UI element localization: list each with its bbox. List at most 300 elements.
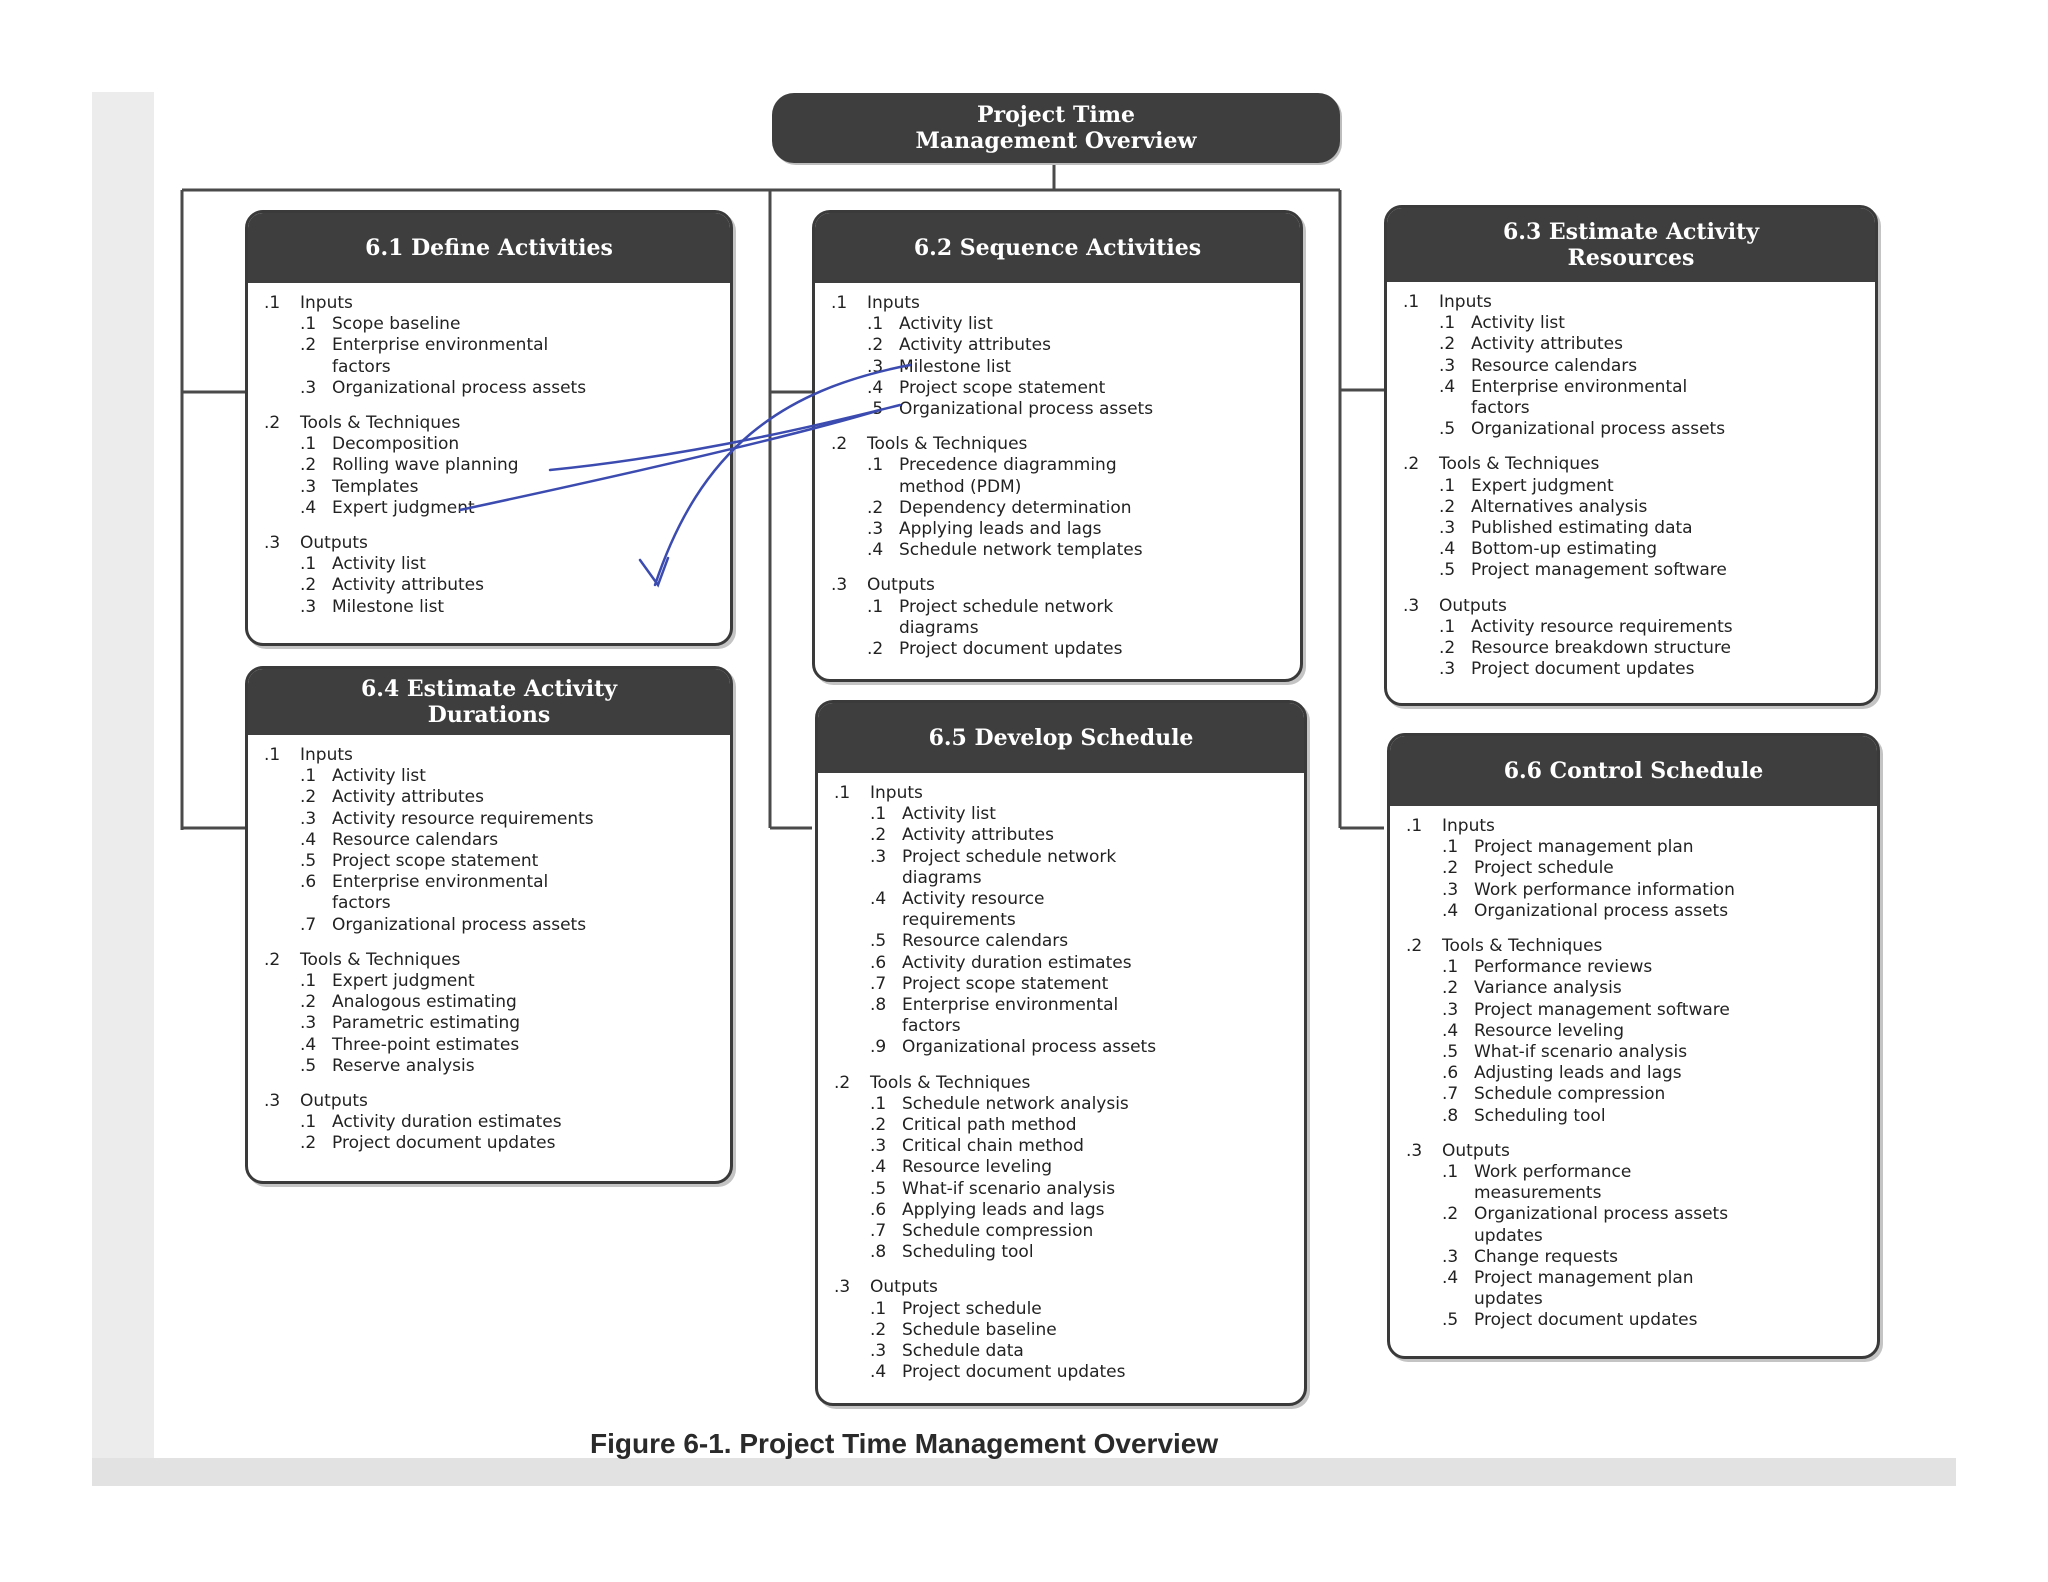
item-text: Enterprise environmental xyxy=(1471,376,1688,397)
list-item xyxy=(264,1035,718,1056)
group-heading xyxy=(264,293,718,314)
group-tools-techniques xyxy=(264,950,718,1077)
group-heading xyxy=(1406,816,1865,837)
list-item xyxy=(1474,1183,1865,1204)
group-outputs xyxy=(264,1091,718,1155)
item-text: Enterprise environmental xyxy=(332,335,549,356)
item-number: .3 xyxy=(300,377,317,398)
item-number: .4 xyxy=(870,889,887,910)
group-heading xyxy=(834,1277,1292,1298)
item-number: .9 xyxy=(870,1037,887,1058)
item-number: .5 xyxy=(867,399,884,420)
group-title: Inputs xyxy=(1442,816,1495,836)
item-number: .1 xyxy=(300,314,317,335)
group-number: .3 xyxy=(1406,1140,1423,1161)
list-item xyxy=(834,953,1292,974)
group-title: Tools & Techniques xyxy=(1442,936,1603,957)
group-number: .1 xyxy=(1403,292,1420,312)
item-text: Project schedule network xyxy=(899,596,1114,617)
group-number: .3 xyxy=(834,1277,851,1298)
group-title: Inputs xyxy=(300,745,353,765)
item-number: .5 xyxy=(870,1178,887,1199)
item-text: method (PDM) xyxy=(899,476,1022,497)
group-heading xyxy=(834,783,1292,804)
list-item xyxy=(831,455,1288,476)
item-text: Activity attributes xyxy=(899,335,1051,356)
list-item xyxy=(834,1362,1292,1383)
item-number: .1 xyxy=(1442,1162,1459,1183)
item-number: .3 xyxy=(1442,999,1459,1020)
item-text: Resource leveling xyxy=(902,1157,1053,1178)
group-title: Outputs xyxy=(300,1091,368,1112)
group-title: Inputs xyxy=(870,783,923,803)
list-item xyxy=(264,455,718,476)
list-item xyxy=(834,1341,1292,1362)
list-item xyxy=(1403,518,1863,539)
item-text: Change requests xyxy=(1474,1246,1618,1267)
item-text: Resource calendars xyxy=(332,829,499,850)
item-text: Project management software xyxy=(1471,560,1727,581)
item-number: .2 xyxy=(300,575,317,596)
item-number: .2 xyxy=(870,1319,887,1340)
list-item xyxy=(902,910,1292,931)
list-item xyxy=(1406,1106,1865,1127)
list-item xyxy=(264,554,718,575)
group-heading xyxy=(831,575,1288,596)
list-item xyxy=(264,915,718,936)
item-text: Adjusting leads and lags xyxy=(1474,1063,1682,1084)
list-item xyxy=(899,477,1288,498)
group-inputs xyxy=(831,293,1288,420)
list-item xyxy=(831,519,1288,540)
item-text: Expert judgment xyxy=(1471,475,1614,496)
process-body xyxy=(1390,806,1877,1340)
group-heading xyxy=(1403,454,1863,475)
item-number: .4 xyxy=(300,1034,317,1055)
item-number: .2 xyxy=(867,497,884,518)
list-item xyxy=(264,872,718,893)
item-text: Activity attributes xyxy=(1471,334,1623,355)
item-number: .2 xyxy=(1442,858,1459,879)
item-text: Applying leads and lags xyxy=(902,1199,1105,1220)
list-item xyxy=(264,434,718,455)
list-item xyxy=(831,597,1288,618)
item-number: .8 xyxy=(1442,1105,1459,1126)
item-number: .4 xyxy=(867,540,884,561)
item-text: updates xyxy=(1474,1225,1543,1246)
list-item xyxy=(264,766,718,787)
item-number: .3 xyxy=(1442,879,1459,900)
item-text: Applying leads and lags xyxy=(899,519,1102,540)
group-title: Inputs xyxy=(300,293,353,313)
list-item xyxy=(1403,419,1863,440)
process-box-6-3 xyxy=(1384,205,1878,706)
item-number: .3 xyxy=(300,476,317,497)
list-item xyxy=(1406,957,1865,978)
process-header: 6.3 Estimate Activity Resources xyxy=(1387,208,1875,282)
item-text: Project scope statement xyxy=(902,973,1109,994)
list-item xyxy=(1406,1021,1865,1042)
item-number: .4 xyxy=(300,497,317,518)
item-number: .8 xyxy=(870,995,887,1016)
group-number: .2 xyxy=(1403,454,1420,475)
list-item xyxy=(1406,901,1865,922)
list-item xyxy=(834,1179,1292,1200)
item-text: Reserve analysis xyxy=(332,1055,475,1076)
item-number: .2 xyxy=(1442,978,1459,999)
item-text: requirements xyxy=(902,910,1016,931)
item-text: Activity duration estimates xyxy=(332,1112,562,1133)
item-text: Project scope statement xyxy=(899,377,1106,398)
item-text: Dependency determination xyxy=(899,497,1132,518)
item-number: .3 xyxy=(300,808,317,829)
list-item xyxy=(264,830,718,851)
group-tools-techniques xyxy=(1406,936,1865,1127)
item-text: Bottom-up estimating xyxy=(1471,539,1658,560)
item-text: What-if scenario analysis xyxy=(1474,1042,1688,1063)
item-number: .2 xyxy=(300,1133,317,1154)
list-item xyxy=(1403,334,1863,355)
item-number: .1 xyxy=(1439,313,1456,334)
list-item xyxy=(834,889,1292,910)
item-number: .7 xyxy=(870,1221,887,1242)
list-item xyxy=(1474,1226,1865,1247)
item-text: Project schedule xyxy=(902,1298,1042,1319)
item-text: Activity attributes xyxy=(332,575,484,596)
item-text: Scheduling tool xyxy=(1474,1105,1606,1126)
item-text: Templates xyxy=(332,476,419,497)
group-tools-techniques xyxy=(1403,454,1863,581)
list-item xyxy=(831,540,1288,561)
item-number: .2 xyxy=(300,455,317,476)
item-text: Work performance xyxy=(1474,1162,1632,1183)
item-number: .2 xyxy=(300,992,317,1013)
item-text: Project document updates xyxy=(1471,659,1695,680)
list-item xyxy=(834,825,1292,846)
list-item xyxy=(264,1056,718,1077)
item-text: Project document updates xyxy=(902,1362,1126,1383)
list-item xyxy=(834,1094,1292,1115)
item-text: Three-point estimates xyxy=(332,1034,520,1055)
item-number: .3 xyxy=(300,1013,317,1034)
item-number: .3 xyxy=(870,1136,887,1157)
list-item xyxy=(1406,1162,1865,1183)
item-number: .4 xyxy=(300,829,317,850)
process-body xyxy=(248,283,730,626)
item-number: .6 xyxy=(300,872,317,893)
group-inputs xyxy=(834,783,1292,1059)
item-text: Schedule baseline xyxy=(902,1319,1057,1340)
item-text: factors xyxy=(332,893,391,914)
group-number: .2 xyxy=(831,434,848,455)
list-item xyxy=(834,1115,1292,1136)
item-text: Activity resource xyxy=(902,889,1045,910)
item-number: .4 xyxy=(870,1157,887,1178)
group-heading xyxy=(264,533,718,554)
group-number: .2 xyxy=(264,413,281,434)
group-title: Outputs xyxy=(870,1277,938,1298)
group-number: .3 xyxy=(264,1091,281,1112)
item-text: Decomposition xyxy=(332,434,460,455)
item-number: .4 xyxy=(1439,539,1456,560)
list-item xyxy=(1406,1204,1865,1225)
group-number: .2 xyxy=(834,1072,851,1093)
group-tools-techniques xyxy=(834,1073,1292,1264)
item-number: .2 xyxy=(300,787,317,808)
group-title: Tools & Techniques xyxy=(870,1072,1031,1093)
list-item xyxy=(1403,638,1863,659)
diagram-title: Project Time Management Overview xyxy=(772,93,1340,163)
list-item xyxy=(834,1221,1292,1242)
item-number: .4 xyxy=(870,1362,887,1383)
process-box-6-2 xyxy=(812,210,1303,682)
list-item xyxy=(264,335,718,356)
item-text: Critical path method xyxy=(902,1115,1077,1136)
list-item xyxy=(834,1200,1292,1221)
item-text: Project management plan xyxy=(1474,1268,1694,1289)
item-text: Milestone list xyxy=(899,356,1012,377)
group-number: .1 xyxy=(831,293,848,313)
list-item xyxy=(1406,978,1865,999)
group-heading xyxy=(831,293,1288,314)
list-item xyxy=(831,314,1288,335)
item-number: .4 xyxy=(1442,1268,1459,1289)
group-heading xyxy=(264,950,718,971)
item-number: .7 xyxy=(870,973,887,994)
group-inputs xyxy=(264,745,718,936)
group-number: .3 xyxy=(831,575,848,596)
item-text: Activity list xyxy=(1471,313,1565,334)
item-text: Precedence diagramming xyxy=(899,455,1117,476)
item-number: .1 xyxy=(300,766,317,787)
list-item xyxy=(834,1157,1292,1178)
item-number: .5 xyxy=(1439,419,1456,440)
list-item xyxy=(1403,377,1863,398)
list-item xyxy=(902,868,1292,889)
list-item xyxy=(834,995,1292,1016)
item-number: .3 xyxy=(870,846,887,867)
list-item xyxy=(902,1016,1292,1037)
list-item xyxy=(1406,858,1865,879)
group-heading xyxy=(834,1073,1292,1094)
list-item xyxy=(264,1013,718,1034)
item-text: Published estimating data xyxy=(1471,518,1693,539)
list-item xyxy=(1403,497,1863,518)
process-box-6-4 xyxy=(245,666,733,1184)
item-number: .8 xyxy=(870,1242,887,1263)
item-text: Project schedule network xyxy=(902,846,1117,867)
list-item xyxy=(1406,837,1865,858)
item-number: .7 xyxy=(1442,1084,1459,1105)
group-title: Tools & Techniques xyxy=(300,949,461,970)
item-text: Project schedule xyxy=(1474,858,1614,879)
process-box-6-1 xyxy=(245,210,733,646)
item-text: diagrams xyxy=(899,617,979,638)
item-number: .2 xyxy=(1442,1204,1459,1225)
item-text: Project document updates xyxy=(1474,1310,1698,1331)
item-text: Schedule network analysis xyxy=(902,1093,1129,1114)
group-title: Inputs xyxy=(1439,292,1492,312)
item-text: Analogous estimating xyxy=(332,992,517,1013)
item-number: .3 xyxy=(1439,518,1456,539)
item-number: .2 xyxy=(1439,334,1456,355)
list-item xyxy=(831,335,1288,356)
item-number: .6 xyxy=(1442,1063,1459,1084)
item-text: Schedule data xyxy=(902,1341,1024,1362)
process-box-6-5 xyxy=(815,700,1307,1406)
group-number: .1 xyxy=(834,783,851,803)
item-text: Critical chain method xyxy=(902,1136,1084,1157)
item-number: .5 xyxy=(1442,1042,1459,1063)
item-text: Scheduling tool xyxy=(902,1242,1034,1263)
list-item xyxy=(264,1112,718,1133)
item-text: Enterprise environmental xyxy=(332,872,549,893)
process-box-6-6 xyxy=(1387,733,1880,1359)
item-number: .2 xyxy=(867,639,884,660)
item-number: .3 xyxy=(1442,1246,1459,1267)
item-text: Resource calendars xyxy=(902,931,1069,952)
group-heading xyxy=(264,1091,718,1112)
process-body xyxy=(818,773,1304,1391)
item-text: Project management plan xyxy=(1474,837,1694,858)
item-text: factors xyxy=(332,356,391,377)
group-title: Outputs xyxy=(1439,595,1507,616)
list-item xyxy=(834,1320,1292,1341)
group-outputs xyxy=(264,533,718,618)
list-item xyxy=(1406,1000,1865,1021)
item-text: Activity resource requirements xyxy=(1471,616,1733,637)
list-item xyxy=(834,1242,1292,1263)
item-text: measurements xyxy=(1474,1183,1602,1204)
item-number: .6 xyxy=(870,1199,887,1220)
group-title: Outputs xyxy=(867,575,935,596)
item-number: .3 xyxy=(870,1341,887,1362)
item-number: .5 xyxy=(300,1055,317,1076)
list-item xyxy=(831,357,1288,378)
item-number: .3 xyxy=(867,519,884,540)
list-item xyxy=(1406,1084,1865,1105)
list-item xyxy=(264,378,718,399)
item-text: Activity duration estimates xyxy=(902,952,1132,973)
item-text: Expert judgment xyxy=(332,497,475,518)
list-item xyxy=(264,1133,718,1154)
group-heading xyxy=(1403,292,1863,313)
item-text: Rolling wave planning xyxy=(332,455,519,476)
group-heading xyxy=(1406,1141,1865,1162)
item-number: .1 xyxy=(300,971,317,992)
list-item xyxy=(1403,356,1863,377)
group-number: .1 xyxy=(1406,816,1423,836)
item-text: Project document updates xyxy=(899,639,1123,660)
item-text: Project document updates xyxy=(332,1133,556,1154)
list-item xyxy=(1403,617,1863,638)
list-item xyxy=(264,971,718,992)
list-item xyxy=(1403,313,1863,334)
item-text: Activity attributes xyxy=(332,787,484,808)
group-heading xyxy=(264,745,718,766)
item-text: Organizational process assets xyxy=(1471,419,1726,440)
item-text: Performance reviews xyxy=(1474,957,1653,978)
process-header: 6.1 Define Activities xyxy=(248,213,730,283)
group-heading xyxy=(1403,596,1863,617)
item-text: Resource breakdown structure xyxy=(1471,638,1731,659)
item-number: .5 xyxy=(300,851,317,872)
list-item xyxy=(834,804,1292,825)
group-title: Tools & Techniques xyxy=(867,434,1028,455)
list-item xyxy=(834,1299,1292,1320)
item-text: updates xyxy=(1474,1289,1543,1310)
list-item xyxy=(1406,1247,1865,1268)
item-text: Activity list xyxy=(332,766,426,787)
list-item xyxy=(264,498,718,519)
list-item xyxy=(264,575,718,596)
list-item xyxy=(1406,1042,1865,1063)
group-title: Outputs xyxy=(300,533,368,554)
list-item xyxy=(264,787,718,808)
list-item xyxy=(834,974,1292,995)
process-body xyxy=(248,735,730,1163)
item-text: Project scope statement xyxy=(332,851,539,872)
group-number: .2 xyxy=(1406,936,1423,957)
group-title: Tools & Techniques xyxy=(1439,454,1600,475)
item-number: .1 xyxy=(870,1298,887,1319)
list-item xyxy=(264,992,718,1013)
item-number: .4 xyxy=(1442,900,1459,921)
group-title: Tools & Techniques xyxy=(300,413,461,434)
item-number: .1 xyxy=(1439,616,1456,637)
item-number: .1 xyxy=(867,314,884,335)
item-text: Milestone list xyxy=(332,596,445,617)
group-number: .1 xyxy=(264,745,281,765)
item-number: .2 xyxy=(870,825,887,846)
list-item xyxy=(1406,1268,1865,1289)
list-item xyxy=(332,893,718,914)
group-number: .2 xyxy=(264,949,281,970)
group-tools-techniques xyxy=(264,413,718,519)
item-text: Schedule compression xyxy=(1474,1084,1666,1105)
item-number: .6 xyxy=(870,952,887,973)
item-number: .4 xyxy=(1442,1020,1459,1041)
item-text: Variance analysis xyxy=(1474,978,1622,999)
group-number: .3 xyxy=(264,533,281,554)
process-header: 6.2 Sequence Activities xyxy=(815,213,1300,283)
item-number: .1 xyxy=(300,1112,317,1133)
group-outputs xyxy=(1403,596,1863,681)
group-tools-techniques xyxy=(831,434,1288,561)
item-number: .1 xyxy=(300,434,317,455)
item-text: Organizational process assets xyxy=(902,1037,1157,1058)
group-number: .3 xyxy=(1403,595,1420,616)
group-title: Outputs xyxy=(1442,1140,1510,1161)
list-item xyxy=(1403,659,1863,680)
item-text: Alternatives analysis xyxy=(1471,496,1648,517)
group-title: Inputs xyxy=(867,293,920,313)
item-text: Activity list xyxy=(332,554,426,575)
item-number: .5 xyxy=(1442,1310,1459,1331)
item-number: .1 xyxy=(1442,837,1459,858)
item-text: factors xyxy=(902,1016,961,1037)
list-item xyxy=(264,851,718,872)
item-number: .5 xyxy=(870,931,887,952)
item-number: .1 xyxy=(867,455,884,476)
group-outputs xyxy=(1406,1141,1865,1332)
list-item xyxy=(332,357,718,378)
process-body xyxy=(815,283,1300,668)
item-number: .4 xyxy=(1439,376,1456,397)
item-text: Activity attributes xyxy=(902,825,1054,846)
list-item xyxy=(831,378,1288,399)
list-item xyxy=(831,498,1288,519)
